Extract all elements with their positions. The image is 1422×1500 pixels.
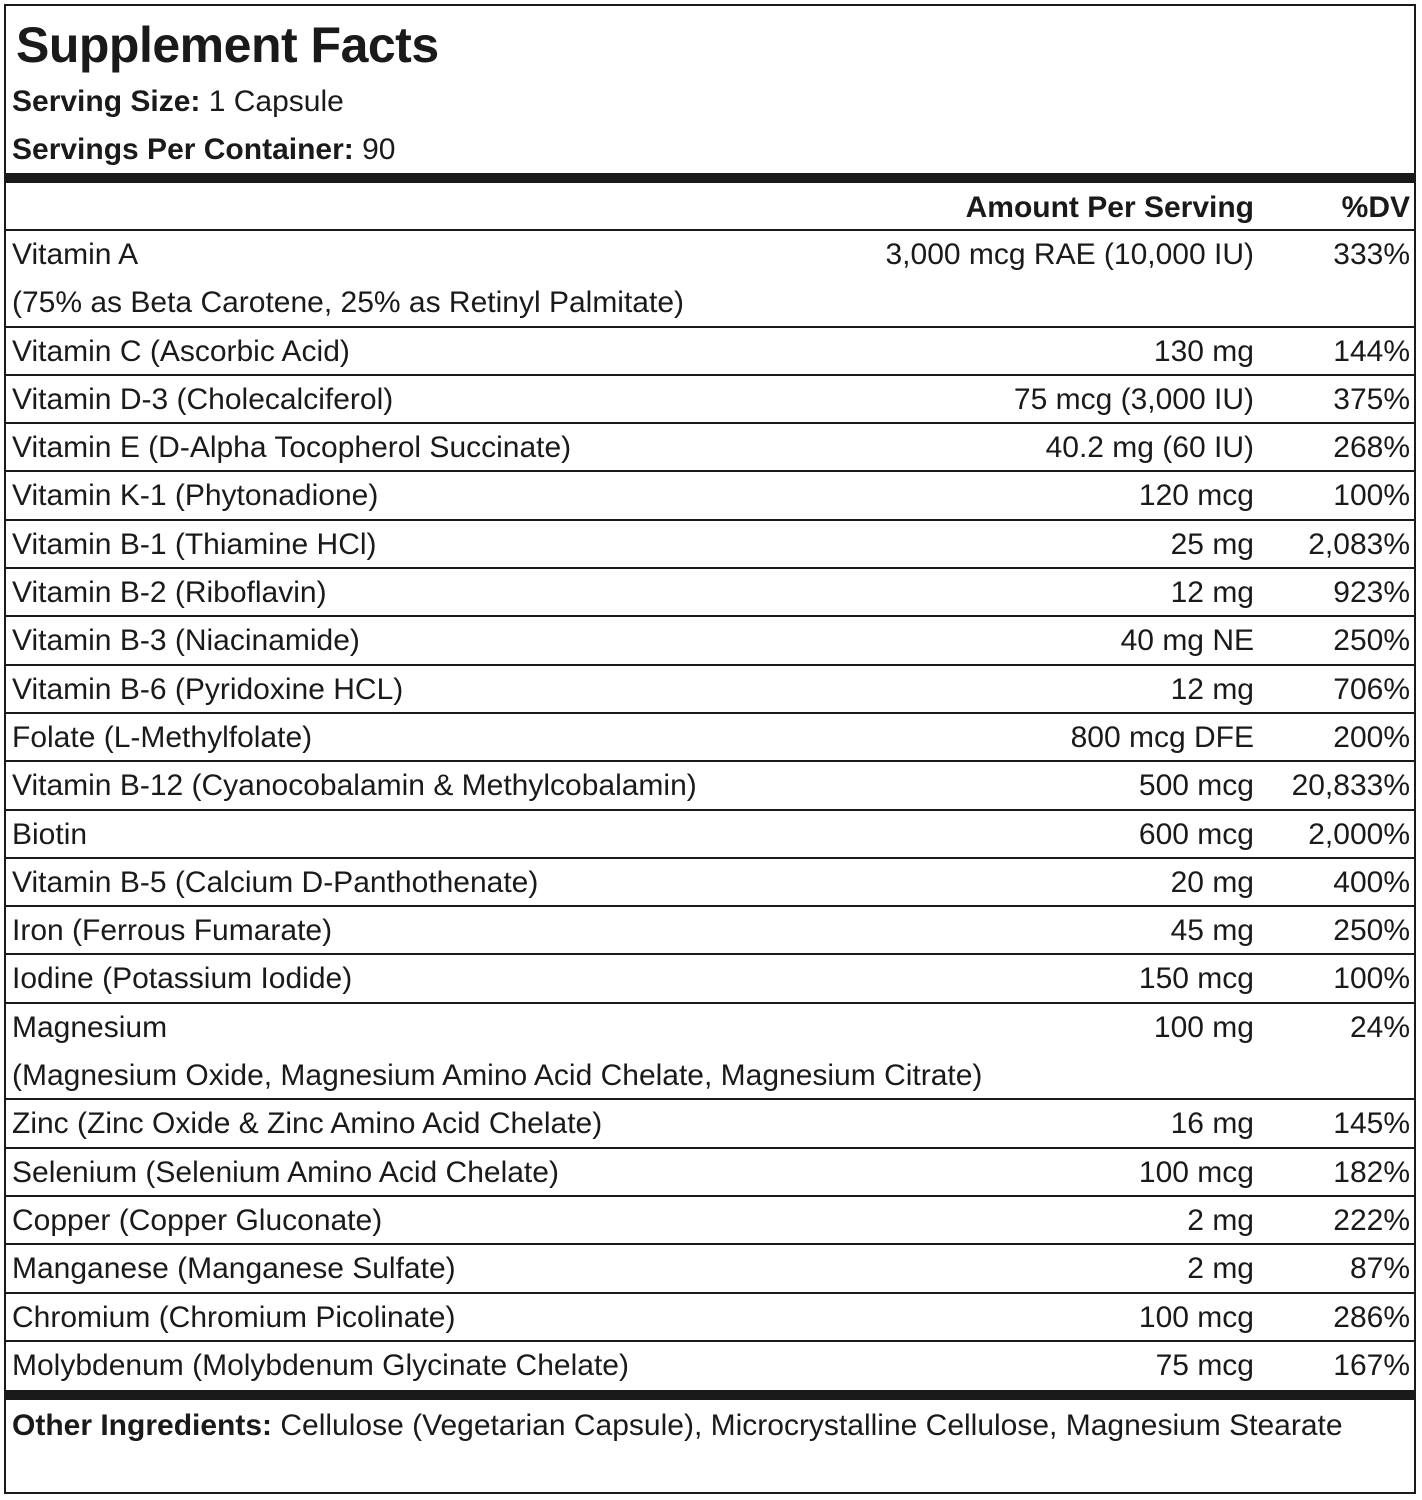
- nutrient-amount: 12 mg: [1170, 576, 1254, 610]
- nutrient-daily-value: 250%: [1333, 914, 1410, 948]
- nutrient-amount: 75 mcg (3,000 IU): [1013, 382, 1254, 416]
- nutrient-daily-value: 923%: [1333, 576, 1410, 610]
- serving-size: [12, 82, 344, 122]
- nutrient-daily-value: 2,000%: [1308, 817, 1410, 851]
- table-row: [6, 714, 1414, 762]
- other-ingredients-label: Other Ingredients:: [12, 1409, 273, 1442]
- nutrient-table: [6, 231, 1414, 1390]
- nutrient-amount: 130 mg: [1153, 334, 1254, 368]
- nutrient-daily-value: 706%: [1333, 672, 1410, 706]
- nutrient-amount: 40.2 mg (60 IU): [1045, 431, 1254, 465]
- nutrient-amount: 20 mg: [1170, 865, 1254, 899]
- table-row: [6, 231, 1414, 328]
- nutrient-amount: 100 mg: [1153, 1010, 1254, 1044]
- nutrient-source-detail: (75% as Beta Carotene, 25% as Retinyl Palmitate): [12, 286, 684, 319]
- nutrient-name: Zinc (Zinc Oxide & Zinc Amino Acid Chelate): [12, 1107, 603, 1141]
- nutrient-source-detail: (Magnesium Oxide, Magnesium Amino Acid Chelate, Magnesium Citrate): [12, 1058, 983, 1092]
- nutrient-daily-value: 200%: [1333, 720, 1410, 754]
- nutrient-daily-value: 268%: [1333, 431, 1410, 465]
- other-ingredients-value: Cellulose (Vegetarian Capsule), Microcrystalline Cellulose, Magnesium Stearate: [280, 1409, 1343, 1442]
- panel-title: Supplement Facts: [16, 17, 439, 73]
- table-row: [6, 1197, 1414, 1245]
- nutrient-name: Vitamin D-3 (Cholecalciferol): [12, 382, 394, 416]
- nutrient-amount: 600 mcg: [1138, 817, 1254, 851]
- nutrient-daily-value: 222%: [1333, 1203, 1410, 1237]
- servings-per-container-value: 90: [362, 133, 396, 166]
- nutrient-amount: 75 mcg: [1155, 1348, 1254, 1382]
- table-row: [6, 569, 1414, 617]
- table-row: [6, 907, 1414, 955]
- daily-value-header: %DV: [1341, 191, 1410, 224]
- table-row: [6, 376, 1414, 424]
- nutrient-name: Vitamin K-1 (Phytonadione): [12, 479, 379, 513]
- table-row: [6, 811, 1414, 859]
- nutrient-daily-value: 100%: [1333, 962, 1410, 996]
- nutrient-name: Vitamin B-1 (Thiamine HCl): [12, 527, 377, 561]
- nutrient-amount: 40 mg NE: [1120, 624, 1254, 658]
- nutrient-name: Vitamin C (Ascorbic Acid): [12, 334, 350, 368]
- thick-divider-top: [6, 173, 1414, 183]
- nutrient-name: Iron (Ferrous Fumarate): [12, 914, 333, 948]
- nutrient-amount: 2 mg: [1187, 1203, 1254, 1237]
- table-row: [6, 521, 1414, 569]
- nutrient-name: Manganese (Manganese Sulfate): [12, 1252, 456, 1286]
- nutrient-daily-value: 400%: [1333, 865, 1410, 899]
- nutrient-name: Chromium (Chromium Picolinate): [12, 1300, 456, 1334]
- nutrient-name: Vitamin B-5 (Calcium D-Panthothenate): [12, 865, 539, 899]
- nutrient-daily-value: 375%: [1333, 382, 1410, 416]
- nutrient-daily-value: 182%: [1333, 1155, 1410, 1189]
- table-row: [6, 1294, 1414, 1342]
- nutrient-amount: 45 mg: [1170, 914, 1254, 948]
- nutrient-daily-value: 24%: [1349, 1010, 1410, 1044]
- nutrient-amount: 500 mcg: [1138, 769, 1254, 803]
- nutrient-amount: 12 mg: [1170, 672, 1254, 706]
- nutrient-amount: 3,000 mcg RAE (10,000 IU): [885, 238, 1254, 271]
- nutrient-name: Biotin: [12, 817, 88, 851]
- nutrient-amount: 25 mg: [1170, 527, 1254, 561]
- thick-divider-bottom: [6, 1390, 1414, 1400]
- nutrient-daily-value: 333%: [1333, 238, 1410, 271]
- nutrient-name: Vitamin A: [12, 238, 139, 271]
- nutrient-daily-value: 20,833%: [1291, 769, 1410, 803]
- nutrient-name: Selenium (Selenium Amino Acid Chelate): [12, 1155, 559, 1189]
- nutrient-amount: 16 mg: [1170, 1107, 1254, 1141]
- table-row: [6, 1004, 1414, 1101]
- table-row: [6, 424, 1414, 472]
- table-row: [6, 859, 1414, 907]
- serving-size-label: Serving Size:: [12, 85, 201, 118]
- nutrient-daily-value: 167%: [1333, 1348, 1410, 1382]
- nutrient-daily-value: 250%: [1333, 624, 1410, 658]
- nutrient-amount: 100 mcg: [1138, 1300, 1254, 1334]
- table-row: [6, 617, 1414, 665]
- nutrient-amount: 800 mcg DFE: [1070, 720, 1254, 754]
- nutrient-name: Vitamin E (D-Alpha Tocopherol Succinate): [12, 431, 572, 465]
- nutrient-amount: 2 mg: [1187, 1252, 1254, 1286]
- servings-per-container: [12, 130, 395, 170]
- nutrient-name: Molybdenum (Molybdenum Glycinate Chelate): [12, 1348, 629, 1382]
- nutrient-name: Magnesium: [12, 1010, 168, 1044]
- table-row: [6, 328, 1414, 376]
- nutrient-daily-value: 286%: [1333, 1300, 1410, 1334]
- table-row: [6, 1245, 1414, 1293]
- table-header: [6, 183, 1414, 231]
- nutrient-name: Vitamin B-12 (Cyanocobalamin & Methylcobalamin): [12, 769, 697, 803]
- nutrient-name: Folate (L-Methylfolate): [12, 720, 313, 754]
- nutrient-name: Vitamin B-3 (Niacinamide): [12, 624, 360, 658]
- nutrient-amount: 150 mcg: [1138, 962, 1254, 996]
- table-row: [6, 472, 1414, 520]
- table-row: [6, 1342, 1414, 1390]
- nutrient-name: Vitamin B-6 (Pyridoxine HCL): [12, 672, 404, 706]
- table-row: [6, 1100, 1414, 1148]
- nutrient-daily-value: 100%: [1333, 479, 1410, 513]
- nutrient-amount: 100 mcg: [1138, 1155, 1254, 1189]
- serving-size-value: 1 Capsule: [208, 85, 344, 118]
- table-row: [6, 666, 1414, 714]
- nutrient-daily-value: 87%: [1349, 1252, 1410, 1286]
- nutrient-daily-value: 2,083%: [1308, 527, 1410, 561]
- nutrient-name: Iodine (Potassium Iodide): [12, 962, 353, 996]
- table-row: [6, 762, 1414, 810]
- nutrient-daily-value: 145%: [1333, 1107, 1410, 1141]
- amount-per-serving-header: Amount Per Serving: [965, 191, 1254, 224]
- nutrient-amount: 120 mcg: [1138, 479, 1254, 513]
- nutrient-name: Copper (Copper Gluconate): [12, 1203, 383, 1237]
- nutrient-name: Vitamin B-2 (Riboflavin): [12, 576, 327, 610]
- supplement-facts-panel: [4, 4, 1416, 1494]
- servings-per-container-label: Servings Per Container:: [12, 133, 354, 166]
- nutrient-daily-value: 144%: [1333, 334, 1410, 368]
- table-row: [6, 1149, 1414, 1197]
- other-ingredients: [12, 1406, 1372, 1446]
- table-row: [6, 955, 1414, 1003]
